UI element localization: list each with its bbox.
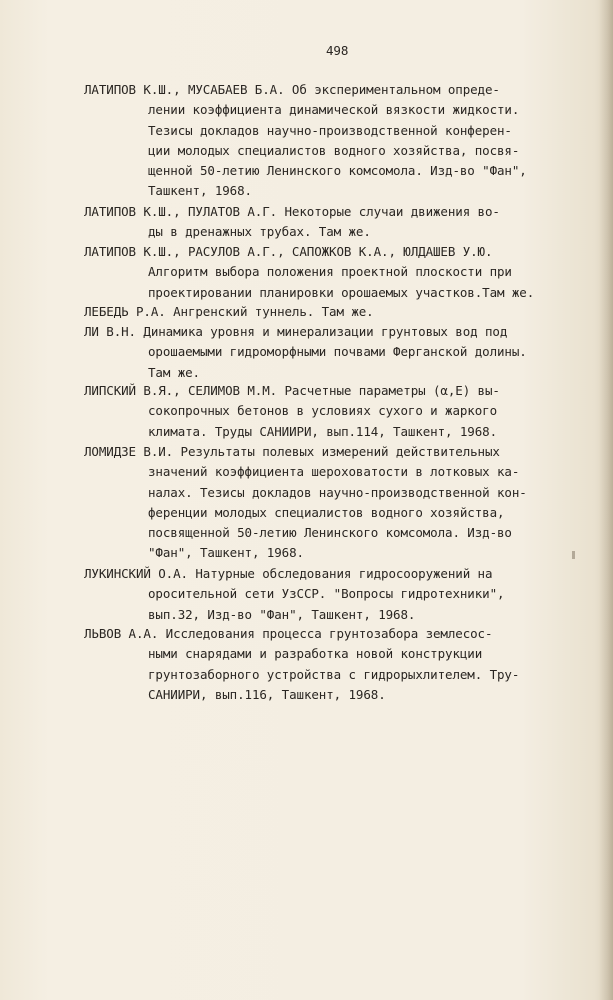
bibliography-entry-lebed — [84, 302, 374, 322]
entry-line: ЛАТИПОВ К.Ш., ПУЛАТОВ А.Г. Некоторые случаи движения во- — [84, 204, 500, 219]
page-number: 498 — [326, 43, 349, 58]
entry-line: ЛИ В.Н. Динамика уровня и минерализации грунтовых вод под — [84, 324, 508, 339]
bibliography-entry-latipov-musabaev — [84, 80, 527, 202]
entry-line: оросительной сети УзССР. "Вопросы гидротехники", — [148, 586, 505, 602]
entry-line: проектировании планировки орошаемых участков.Там же. — [148, 284, 535, 300]
entry-line: ЛЬВОВ А.А. Исследования процесса грунтозабора землесос- — [84, 626, 493, 641]
entry-line: грунтозаборного устройства с гидрорыхлителем. Тру- — [148, 666, 520, 682]
entry-line: климата. Труды САНИИРИ, вып.114, Ташкент, 1968. — [148, 423, 498, 439]
entry-line: щенной 50-летию Ленинского комсомола. Изд-во "Фан", — [148, 163, 527, 179]
entry-line: вып.32, Изд-во "Фан", Ташкент, 1968. — [148, 606, 416, 622]
entry-line: Там же. — [148, 364, 200, 380]
entry-line: ции молодых специалистов водного хозяйства, посвя- — [148, 142, 520, 158]
entry-line: ЛЕБЕДЬ Р.А. Ангренский туннель. Там же. — [84, 304, 374, 319]
entry-line: орошаемыми гидроморфными почвами Ферганской долины. — [148, 344, 527, 360]
bibliography-entry-lvov — [84, 624, 519, 705]
entry-line: "Фан", Ташкент, 1968. — [148, 545, 304, 561]
bibliography-entry-lipskiy-selimov — [84, 381, 500, 442]
entry-line: САНИИРИ, вып.116, Ташкент, 1968. — [148, 686, 386, 702]
entry-line: налах. Тезисы докладов научно-производственной кон- — [148, 484, 527, 500]
entry-line: ЛАТИПОВ К.Ш., РАСУЛОВ А.Г., САПОЖКОВ К.А., ЮЛДАШЕВ У.Ю. — [84, 244, 493, 259]
paper-speck — [572, 551, 575, 559]
entry-line: ЛУКИНСКИЙ О.А. Натурные обследования гидросооружений на — [84, 566, 493, 581]
entry-line: посвященной 50-летию Ленинского комсомола. Изд-во — [148, 525, 512, 541]
entry-line: Тезисы докладов научно-производственной конферен- — [148, 122, 512, 138]
bibliography-entry-li — [84, 322, 527, 383]
entry-line: ЛАТИПОВ К.Ш., МУСАБАЕВ Б.А. Об экспериментальном опреде- — [84, 82, 500, 97]
entry-line: Алгоритм выбора положения проектной плоскости при — [148, 264, 512, 280]
entry-line: сокопрочных бетонов в условиях сухого и жаркого — [148, 403, 498, 419]
entry-line: Ташкент, 1968. — [148, 183, 252, 199]
bibliography-entry-lukinskiy — [84, 564, 504, 625]
entry-line: ды в дренажных трубах. Там же. — [148, 224, 371, 240]
bibliography-entry-latipov-pulatov — [84, 202, 500, 243]
page-edge-shadow — [599, 0, 613, 1000]
bibliography-entry-latipov-rasulov — [84, 242, 534, 303]
entry-line: лении коэффициента динамической вязкости жидкости. — [148, 102, 520, 118]
entry-line: ными снарядами и разработка новой конструкции — [148, 646, 483, 662]
entry-line: значений коэффициента шероховатости в лотковых ка- — [148, 464, 520, 480]
entry-line: ференции молодых специалистов водного хозяйства, — [148, 504, 505, 520]
entry-line: ЛИПСКИЙ В.Я., СЕЛИМОВ М.М. Расчетные параметры (α,E) вы- — [84, 383, 500, 398]
entry-line: ЛОМИДЗЕ В.И. Результаты полевых измерений действительных — [84, 444, 500, 459]
bibliography-entry-lomidze — [84, 442, 527, 564]
